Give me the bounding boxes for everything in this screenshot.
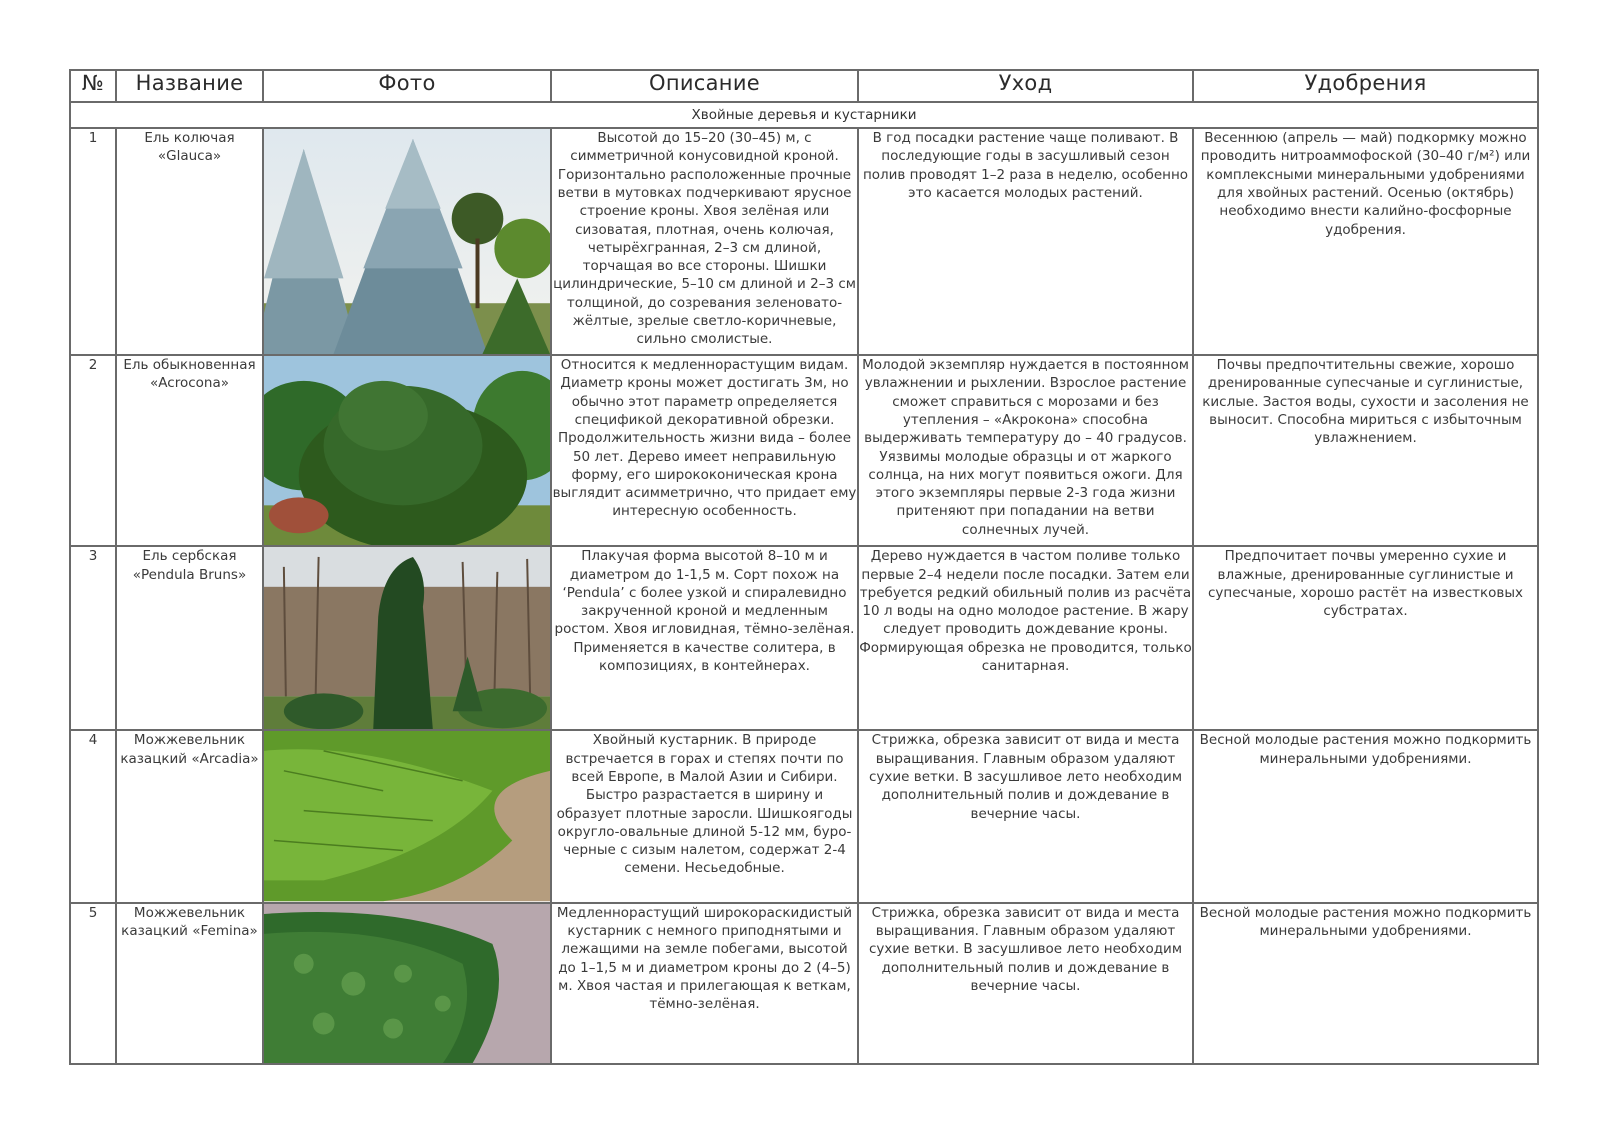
header-name: Название — [116, 70, 263, 102]
plant-care: Стрижка, обрезка зависит от вида и места выращивания. Главным образом удаляют сухие ветки. В засушливое лето необходим дополнительный полив и дождевание в вечерние часы. — [858, 903, 1193, 1064]
row-number: 4 — [70, 730, 116, 902]
row-number: 2 — [70, 355, 116, 546]
table-row — [70, 903, 1538, 1064]
juniper-arcadia-image — [264, 731, 550, 901]
row-number: 3 — [70, 546, 116, 730]
plant-name: Ель колючая «Glauca» — [116, 128, 263, 355]
section-title: Хвойные деревья и кустарники — [70, 102, 1538, 128]
header-description: Описание — [551, 70, 858, 102]
table-row — [70, 730, 1538, 902]
header-row — [70, 70, 1538, 102]
header-fertilizer: Удобрения — [1193, 70, 1538, 102]
table-row — [70, 128, 1538, 355]
norway-spruce-image — [264, 356, 550, 545]
plant-name: Можжевельник казацкий «Arcadia» — [116, 730, 263, 902]
header-photo: Фото — [263, 70, 551, 102]
plant-description: Относится к медленнорастущим видам. Диаметр кроны может достигать 3м, но обычно этот параметр определяется спецификой декоративной обрезки. Продолжительность жизни вида – более 50 лет. Дерево имеет неправильную форму, его ширококоническая крона выглядит асимметрично, что придает ему интересную особенность. — [551, 355, 858, 546]
weeping-spruce-photo — [263, 546, 551, 730]
juniper-femina-image — [264, 904, 550, 1063]
plant-fertilizer: Предпочитает почвы умеренно сухие и влажные, дренированные суглинистые и супесчаные, хорошо растёт на известковых субстратах. — [1193, 546, 1538, 730]
plants-table — [69, 69, 1539, 1065]
plant-description: Медленнорастущий широкораскидистый кустарник с немного приподнятыми и лежащими на земле побегами, высотой до 1–1,5 м и диаметром кроны до 2 (4–5) м. Хвоя частая и прилегающая к веткам, тёмно-зелёная. — [551, 903, 858, 1064]
plant-care: Стрижка, обрезка зависит от вида и места выращивания. Главным образом удаляют сухие ветки. В засушливое лето необходим дополнительный полив и дождевание в вечерние часы. — [858, 730, 1193, 902]
header-num: № — [70, 70, 116, 102]
plant-care: В год посадки растение чаще поливают. В последующие годы в засушливый сезон полив проводят 1–2 раза в неделю, особенно это касается молодых растений. — [858, 128, 1193, 355]
plant-name: Ель обыкновенная «Acrocona» — [116, 355, 263, 546]
section-row — [70, 102, 1538, 128]
plant-description: Высотой до 15–20 (30–45) м, с симметричной конусовидной кроной. Горизонтально расположенные прочные ветви в мутовках подчеркивают ярусное строение кроны. Хвоя зелёная или сизоватая, плотная, очень колючая, четырёхгранная, 2–3 см длиной, торчащая во все стороны. Шишки цилиндрические, 5–10 см длиной и 2–3 см толщиной, до созревания зеленовато-жёлтые, зрелые светло-коричневые, сильно смолистые. — [551, 128, 858, 355]
plant-description: Хвойный кустарник. В природе встречается в горах и степях почти по всей Европе, в Малой Азии и Сибири. Быстро разрастается в ширину и образует плотные заросли. Шишкоягоды округло-овальные длиной 5-12 мм, буро-черные с сизым налетом, содержат 2-4 семени. Несьедобные. — [551, 730, 858, 902]
plant-name: Можжевельник казацкий «Femina» — [116, 903, 263, 1064]
plant-care: Дерево нуждается в частом поливе только первые 2–4 недели после посадки. Затем ели требуется редкий обильный полив из расчёта 10 л воды на одно молодое растение. В жару следует проводить дождевание кроны. Формирующая обрезка не проводится, только санитарная. — [858, 546, 1193, 730]
row-number: 1 — [70, 128, 116, 355]
juniper-femina-photo — [263, 903, 551, 1064]
norway-spruce-photo — [263, 355, 551, 546]
plant-fertilizer: Весной молодые растения можно подкормить минеральными удобрениями. — [1193, 903, 1538, 1064]
blue-spruce-photo — [263, 128, 551, 355]
blue-spruce-image — [264, 129, 550, 354]
juniper-arcadia-photo — [263, 730, 551, 902]
plant-fertilizer: Почвы предпочтительны свежие, хорошо дренированные супесчаные и суглинистые, кислые. Застоя воды, сухости и засоления не выносит. Способна мириться с избыточным увлажнением. — [1193, 355, 1538, 546]
plant-fertilizer: Весной молодые растения можно подкормить минеральными удобрениями. — [1193, 730, 1538, 902]
table-row — [70, 546, 1538, 730]
weeping-spruce-image — [264, 547, 550, 729]
table-row — [70, 355, 1538, 546]
plant-care: Молодой экземпляр нуждается в постоянном увлажнении и рыхлении. Взрослое растение сможет справиться с морозами и без утепления – «Акрокона» способна выдерживать температуру до – 40 градусов. Уязвимы молодые образцы и от жаркого солнца, на них могут появиться ожоги. Для этого экземпляры первые 2-3 года жизни притеняют при попадании на ветви солнечных лучей. — [858, 355, 1193, 546]
header-care: Уход — [858, 70, 1193, 102]
plant-name: Ель сербская «Pendula Bruns» — [116, 546, 263, 730]
plant-description: Плакучая форма высотой 8–10 м и диаметром до 1-1,5 м. Сорт похож на ‘Pendula’ с более узкой и спиралевидно закрученной кроной и медленным ростом. Хвоя игловидная, тёмно-зелёная. Применяется в качестве солитера, в композициях, в контейнерах. — [551, 546, 858, 730]
row-number: 5 — [70, 903, 116, 1064]
plant-fertilizer: Весеннюю (апрель — май) подкормку можно проводить нитроаммофоской (30–40 г/м²) или комплексными минеральными удобрениями для хвойных растений. Осенью (октябрь) необходимо внести калийно-фосфорные удобрения. — [1193, 128, 1538, 355]
